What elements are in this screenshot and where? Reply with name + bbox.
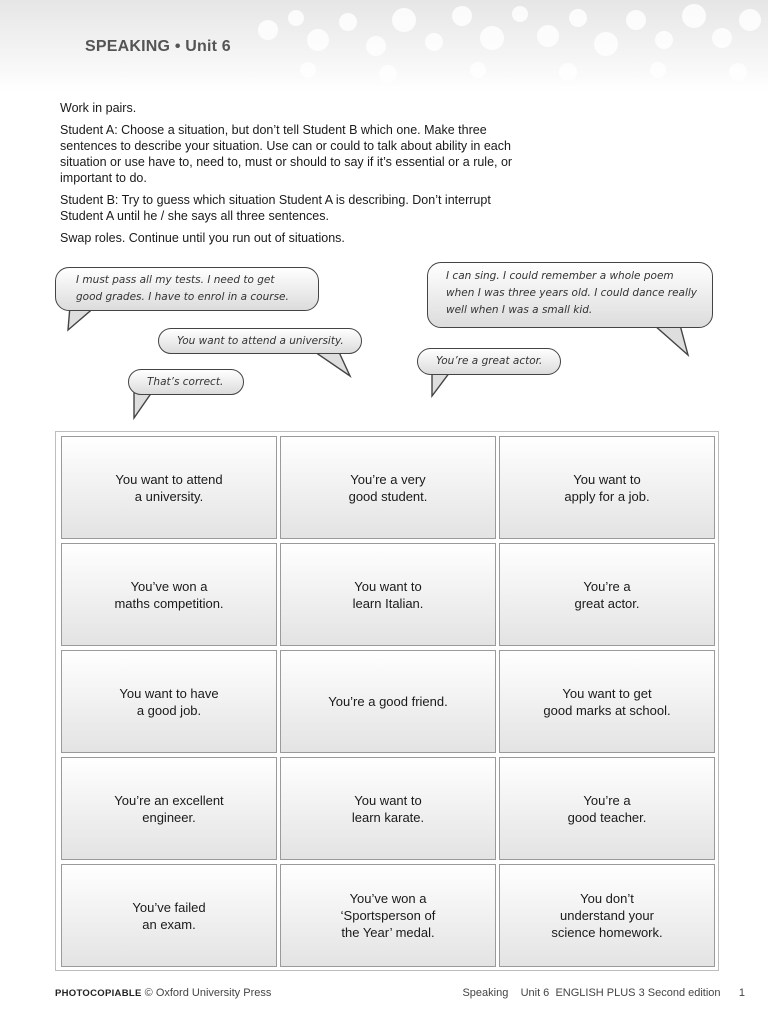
bubble-text: I can sing. I could remember a whole poem when I was three years old. I could dance really well when I was a small kid.	[446, 270, 698, 316]
situation-card: You’re an excellent engineer.	[61, 757, 277, 860]
bubble-text: You want to attend a university.	[177, 335, 344, 347]
page-title: SPEAKING • Unit 6	[85, 38, 231, 55]
situation-card: You’re a good friend.	[280, 650, 496, 753]
situation-card-grid	[55, 431, 719, 971]
situation-card: You want to have a good job.	[61, 650, 277, 753]
instructions	[60, 100, 530, 252]
decorative-pattern	[248, 0, 768, 92]
instruction-student-b: Student B: Try to guess which situation Student A is describing. Don’t interrupt Student A until he / she says all three sentences.	[60, 193, 491, 223]
situation-card: You’ve won a ‘Sportsperson of the Year’ medal.	[280, 864, 496, 967]
instruction-student-a: Student A: Choose a situation, but don’t tell Student B which one. Make three sentences to describe your situation. Use can or could to talk about ability in each situation or use have to, need to, must or should to say if it’s essential or a rule, or important to do.	[60, 123, 513, 185]
situation-card: You don’t understand your science homework.	[499, 864, 715, 967]
publisher-credit: © Oxford University Press	[144, 987, 272, 999]
speech-bubble-student-a-2	[128, 369, 244, 395]
situation-card: You’re a good teacher.	[499, 757, 715, 860]
situation-card: You want to attend a university.	[61, 436, 277, 539]
speech-bubble-student-b-2	[417, 348, 561, 375]
situation-card: You’re a very good student.	[280, 436, 496, 539]
footer-section: Speaking	[462, 987, 509, 999]
situation-card: You’re a great actor.	[499, 543, 715, 646]
bubble-text: That’s correct.	[147, 376, 224, 388]
instruction-swap-roles: Swap roles. Continue until you run out of situations.	[60, 231, 345, 245]
bubble-text: You’re a great actor.	[436, 355, 543, 367]
footer-book-title: ENGLISH PLUS 3 Second edition	[555, 987, 721, 999]
situation-card: You want to learn Italian.	[280, 543, 496, 646]
footer-unit: Unit 6	[520, 987, 550, 999]
speech-bubble-student-b-1	[158, 328, 362, 354]
footer-right	[462, 987, 745, 999]
footer-left	[55, 987, 271, 999]
page-number: 1	[738, 987, 745, 999]
photocopiable-label: PHOTOCOPIABLE	[55, 988, 142, 999]
header-band	[0, 0, 768, 92]
situation-card: You want to learn karate.	[280, 757, 496, 860]
bubble-tail	[652, 325, 692, 357]
situation-card: You’ve won a maths competition.	[61, 543, 277, 646]
situation-card: You’ve failed an exam.	[61, 864, 277, 967]
bubble-tail	[428, 372, 458, 398]
situation-card: You want to get good marks at school.	[499, 650, 715, 753]
instruction-work-in-pairs: Work in pairs.	[60, 101, 137, 115]
speech-bubble-student-a-1	[55, 267, 319, 311]
bubble-tail	[128, 392, 158, 420]
bubble-tail	[310, 350, 354, 378]
situation-card: You want to apply for a job.	[499, 436, 715, 539]
speech-bubble-student-a-3	[427, 262, 713, 328]
bubble-text: I must pass all my tests. I need to get good grades. I have to enrol in a course.	[76, 274, 289, 303]
